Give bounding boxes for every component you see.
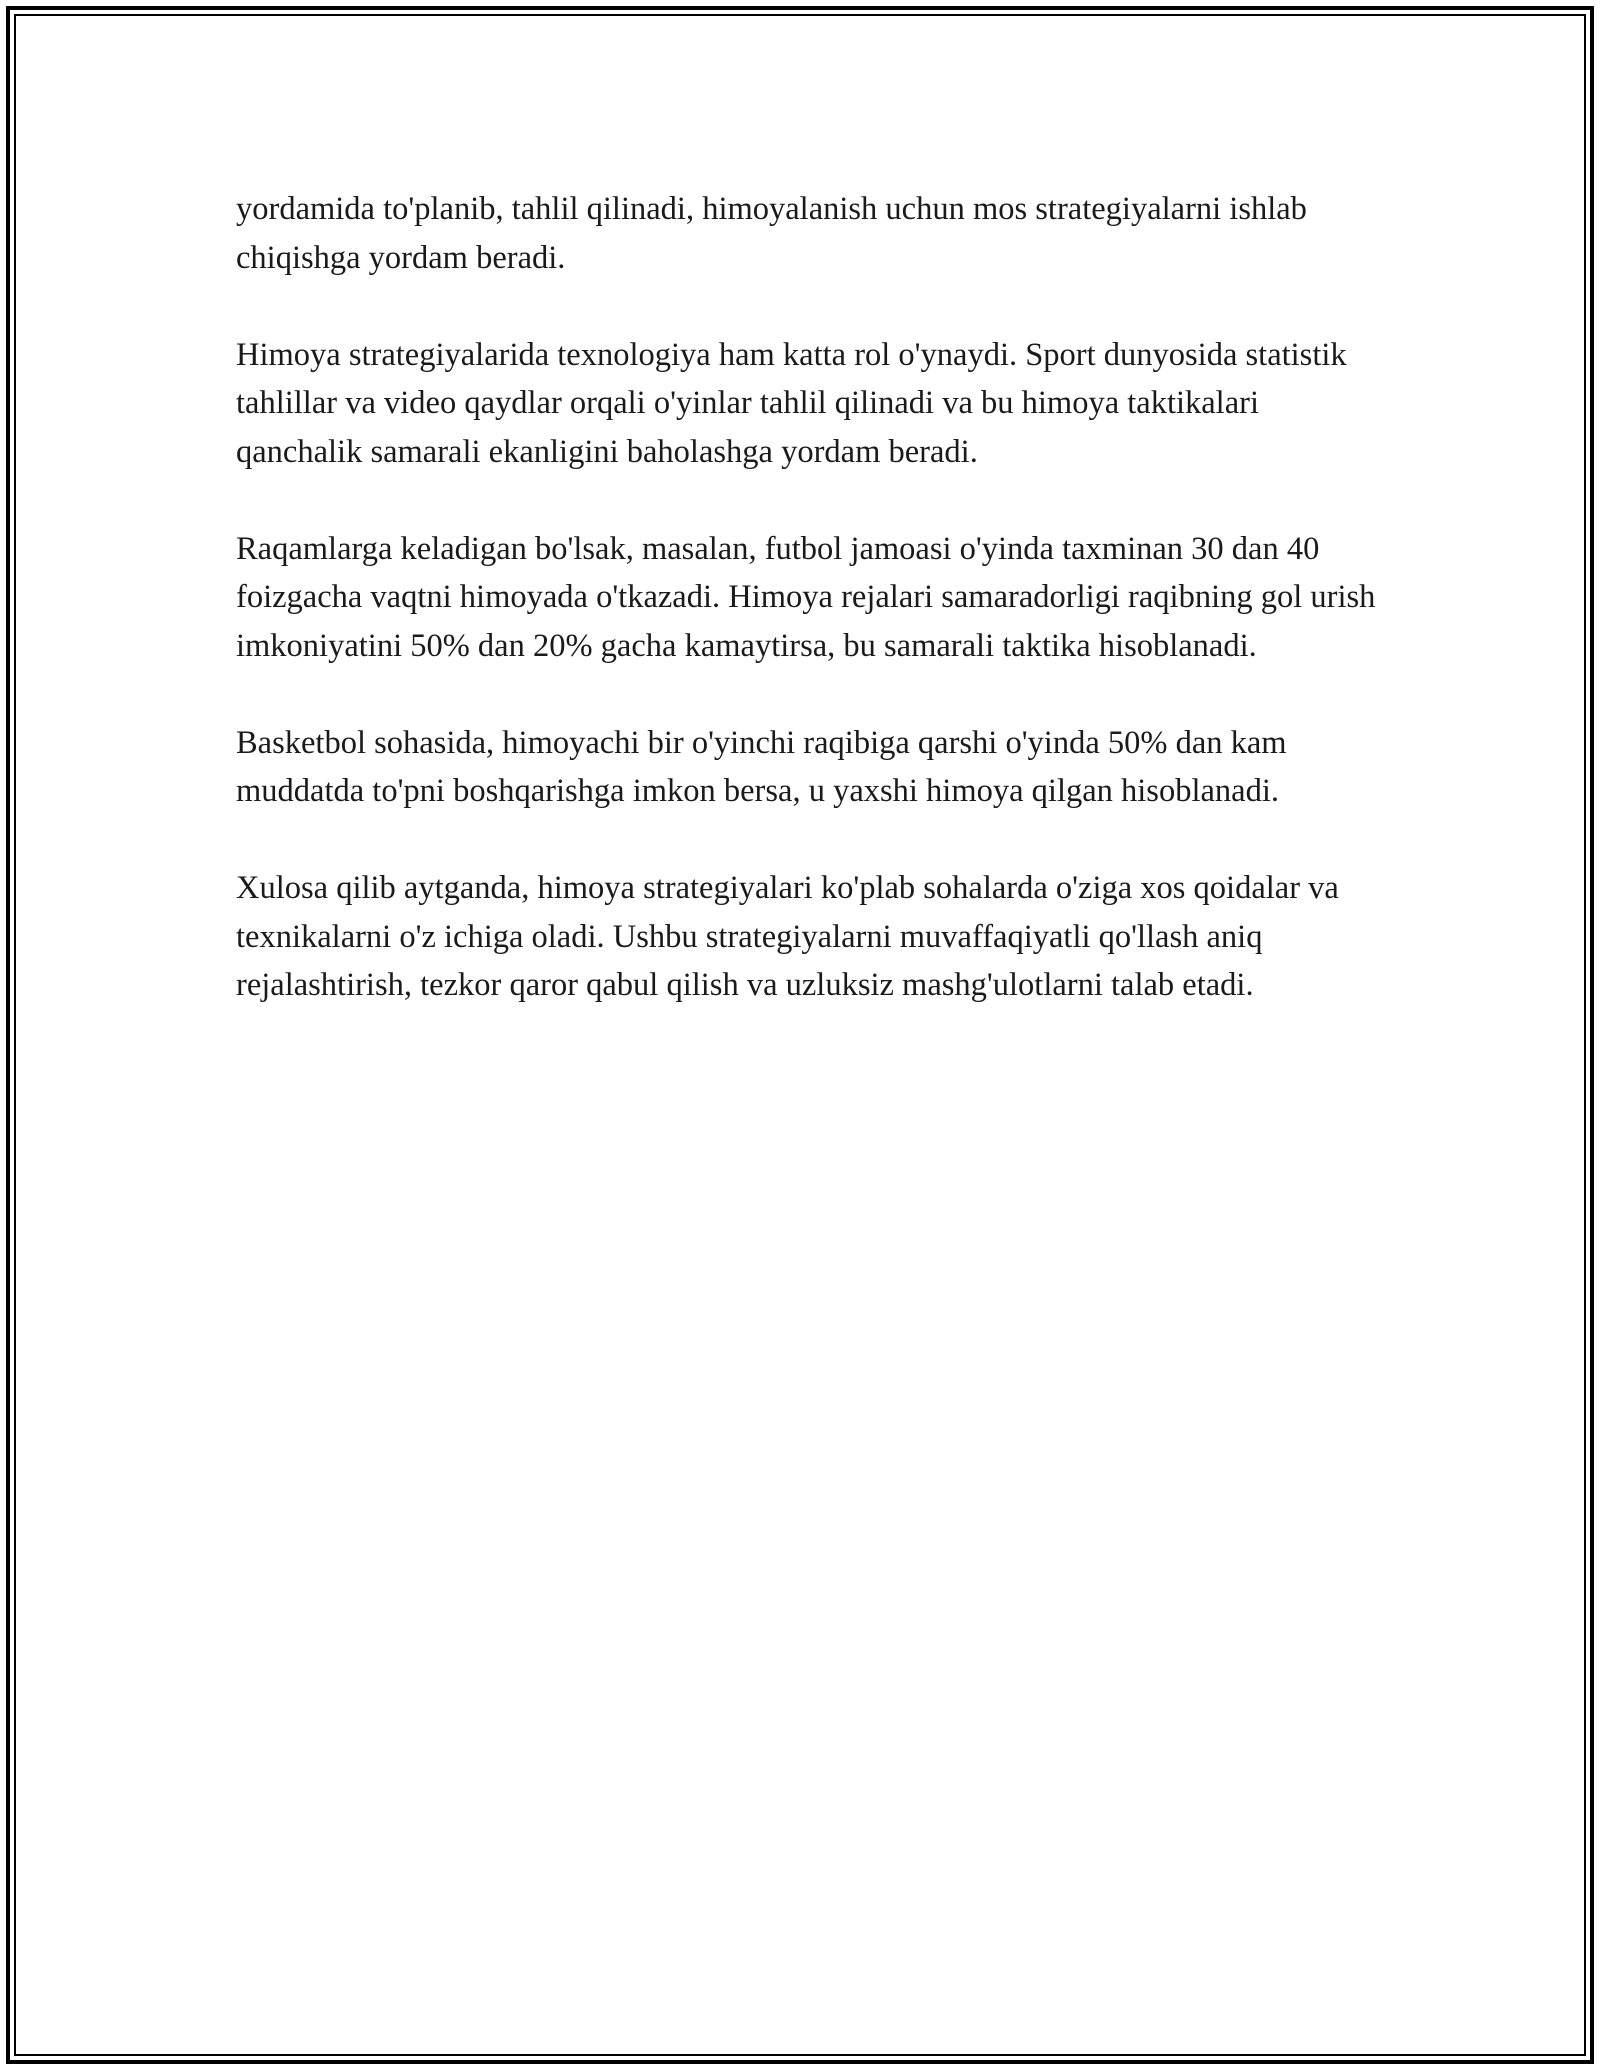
paragraph-4: Basketbol sohasida, himoyachi bir o'yinchi raqibiga qarshi o'yinda 50% dan kam muddatda to'pni boshqarishga imkon bersa, u yaxshi himoya qilgan hisoblanadi. xyxy=(236,724,1287,809)
paragraph-3: Raqamlarga keladigan bo'lsak, masalan, futbol jamoasi o'yinda taxminan 30 dan 40 foizgacha vaqtni himoyada o'tkazadi. Himoya rejalari samaradorligi raqibning gol urish imkoniyatini 50% dan 20% gacha kamaytirsa, bu samarali taktika hisoblanadi. xyxy=(236,530,1376,664)
paragraph-5: Xulosa qilib aytganda, himoya strategiyalari ko'plab sohalarda o'ziga xos qoidalar va texnikalarni o'z ichiga oladi. Ushbu strategiyalarni muvaffaqiyatli qo'llash aniq rejalashtirish, tezkor qaror qabul qilish va uzluksiz mashg'ulotlarni talab etadi. xyxy=(236,870,1339,1003)
paragraph-2: Himoya strategiyalarida texnologiya ham katta rol o'ynaydi. Sport dunyosida statistik tahlillar va video qaydlar orqali o'yinlar tahlil qilinadi va bu himoya taktikalari qanchalik samarali ekanligini baholashga yordam beradi. xyxy=(236,336,1347,470)
document-body xyxy=(236,185,1386,1058)
paragraph-1: yordamida to'planib, tahlil qilinadi, himoyalanish uchun mos strategiyalarni ishlab chiqishga yordam beradi. xyxy=(236,191,1307,276)
